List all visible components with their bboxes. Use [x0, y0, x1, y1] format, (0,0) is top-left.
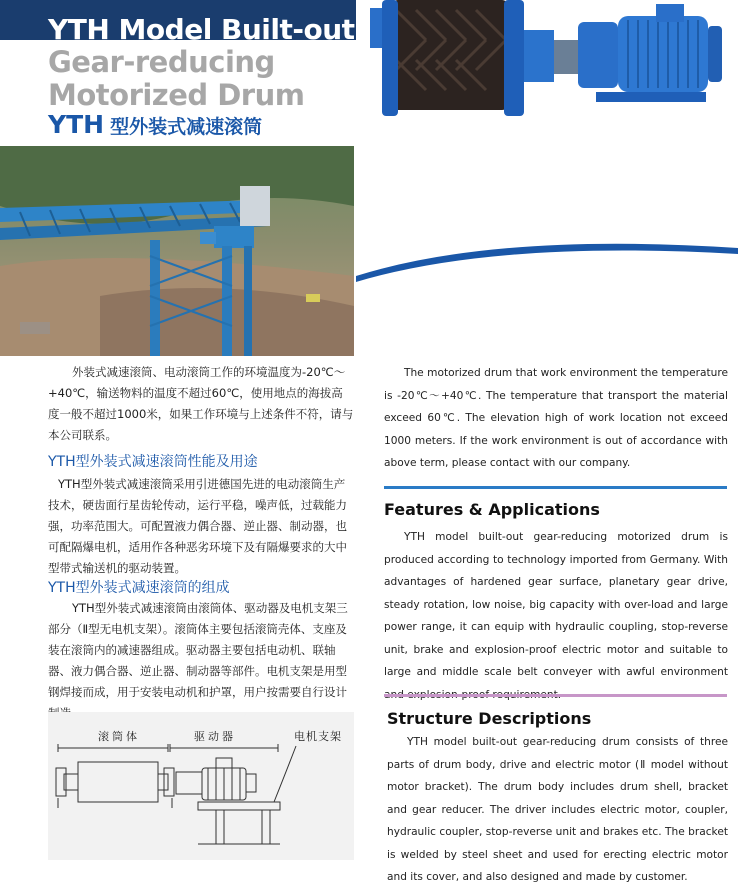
- en-features-heading: Features & Applications: [384, 500, 600, 519]
- structure-diagram: [48, 712, 354, 860]
- en-structure-paragraph: YTH model built-out gear-reducing drum consists of three parts of drum body, drive and electric motor (Ⅱ model without motor bracket). The drum body includes drum shell, bracket and gear reducer. The driver includes electric motor, coupler, hydraulic coupler, stop-reverse unit and brakes etc. The bracket is welded by steel sheet and used for erecting electric motor and its cover, and also designed and made by customer.: [387, 736, 728, 883]
- diagram-drawing: [48, 712, 354, 860]
- diagram-label-drum-body: 滚筒体: [98, 730, 140, 743]
- product-photo-drum: [356, 0, 738, 122]
- cn-features-paragraph: YTH型外装式减速滚筒采用引进德国先进的电动滚筒生产技术，硬齿面行星齿轮传动，运行平稳，噪声低，过载能力强，功率范围大。可配置液力偶合器、逆止器、制动器，也可配隔爆电机，适用作各种恶劣环境下及有隔爆要求的大中型带式输送机的驱动装置。: [48, 477, 347, 575]
- page-title-chinese: [48, 110, 262, 139]
- decorative-arc: [356, 230, 738, 290]
- title-cn-prefix: YTH: [48, 110, 105, 139]
- cn-structure-heading: YTH型外装式减速滚筒的组成: [48, 580, 230, 596]
- page-subtitle-line1: Gear-reducing: [48, 45, 275, 79]
- cn-intro-paragraph: 外装式减速滚筒、电动滚筒工作的环境温度为-20℃～+40℃，输送物料的温度不超过60℃，使用地点的海拔高度一般不超过1000米，如果工作环境与上述条件不符，请与本公司联系。: [48, 365, 354, 442]
- site-photo-conveyor: [0, 146, 354, 356]
- diagram-label-motor-bracket: 电机支架: [294, 730, 342, 743]
- en-features-paragraph: YTH model built-out gear-reducing motorized drum is produced according to technology imported from Germany. With advantages of hardened gear surface, planetary gear drive, steady rotation, low noise, big capacity with over-load and large power range, it can equip with hydraulic coupling, stop-reverse unit, brake and explosion-proof electric motor and suitable to large and middle scale belt conveyer with awful environment: [384, 531, 728, 678]
- en-intro-paragraph: The motorized drum that work environment the temperature is -20℃～+40℃. The temperature that transport the material exceed 60℃. The elevation high of work location not exceed 1000 meters. If the work environment is out of accordance with above term, please contact with our company.: [384, 367, 728, 469]
- drum-illustration: [356, 0, 738, 122]
- page-title: YTH Model Built-out: [48, 13, 355, 46]
- cn-structure-paragraph: YTH型外装式减速滚筒由滚筒体、驱动器及电机支架三部分（Ⅱ型无电机支架）。滚筒体主要包括滚筒壳体、支座及装在滚筒内的减速器组成。驱动器主要包括电动机、联轴器、液力偶合器、逆止器、制动器等部件。电机支架是用型钢焊接而成，用于安装电动机和护罩，用户按需要自行设计: [48, 601, 348, 699]
- title-cn-text: 型外装式减速滚筒: [110, 116, 263, 138]
- divider-purple: [384, 694, 727, 697]
- divider-blue: [384, 486, 727, 489]
- cn-features-heading: YTH型外装式减速滚筒性能及用途: [48, 454, 258, 470]
- page-subtitle-line2: Motorized Drum: [48, 78, 305, 112]
- en-structure-heading: Structure Descriptions: [387, 709, 592, 728]
- diagram-label-drive: 驱动器: [194, 730, 236, 743]
